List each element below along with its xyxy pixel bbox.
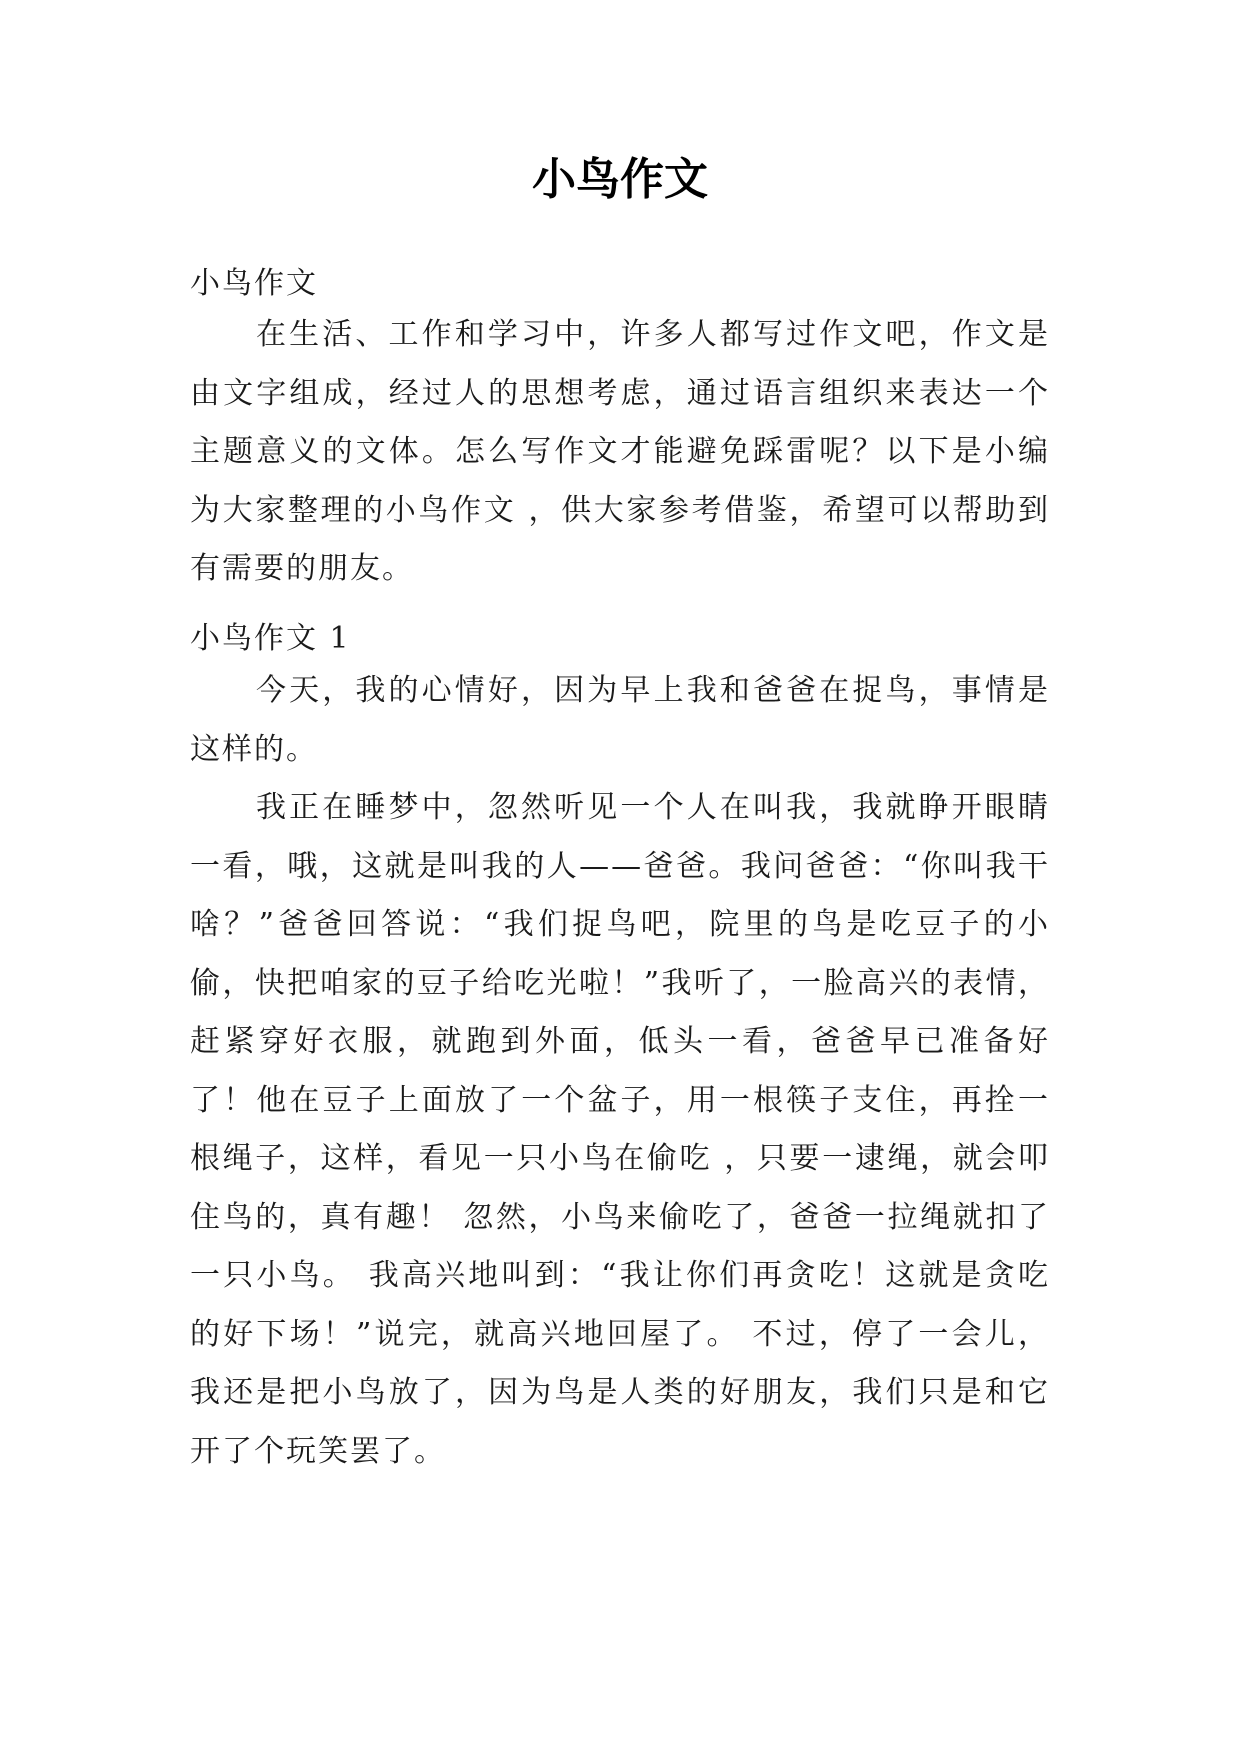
intro-heading: 小鸟作文 (190, 266, 318, 301)
intro-paragraph: 在生活、工作和学习中，许多人都写过作文吧，作文是由文字组成，经过人的思想考虑，通过语言组织来表达一个主题意义的文体。怎么写作文才能避免踩雷呢？以下是小编为大家整理的小鸟作文 ，供大家参考借鉴，希望可以帮助到有需要的朋友。 (190, 317, 1050, 586)
essay-1-heading: 小鸟作文 1 (190, 621, 351, 656)
essay-1-paragraph-2: 我正在睡梦中，忽然听见一个人在叫我，我就睁开眼睛一看，哦，这就是叫我的人——爸爸。我问爸爸：“你叫我干啥？”爸爸回答说：“我们捉鸟吧，院里的鸟是吃豆子的小偷，快把咱家的豆子给吃光啦！”我听了，一脸高兴的表情，赶紧穿好衣服，就跑到外面，低头一看，爸爸早已准备好了！他在豆子上面放了一个盆子，用一根筷子支住，再拴一根绳子，这样，看见一只小鸟在偷吃 ，只要一逮绳，就会叩住鸟的，真有趣！ 忽然，小鸟来偷吃了，爸爸一拉绳就扣了一只小鸟。 我高兴地叫到：“我让你们再贪吃！这就是贪吃的好下场！”说完，就高兴地回屋了。 不过，停了一会儿，我还是把小鸟放了，因为鸟是人类的好朋友，我们只是和它开了个玩笑罢了。 (190, 790, 1050, 1469)
essay-1-paragraph-1: 今天，我的心情好，因为早上我和爸爸在捉鸟，事情是这样的。 (190, 673, 1050, 767)
document-title: 小鸟作文 (532, 154, 708, 205)
